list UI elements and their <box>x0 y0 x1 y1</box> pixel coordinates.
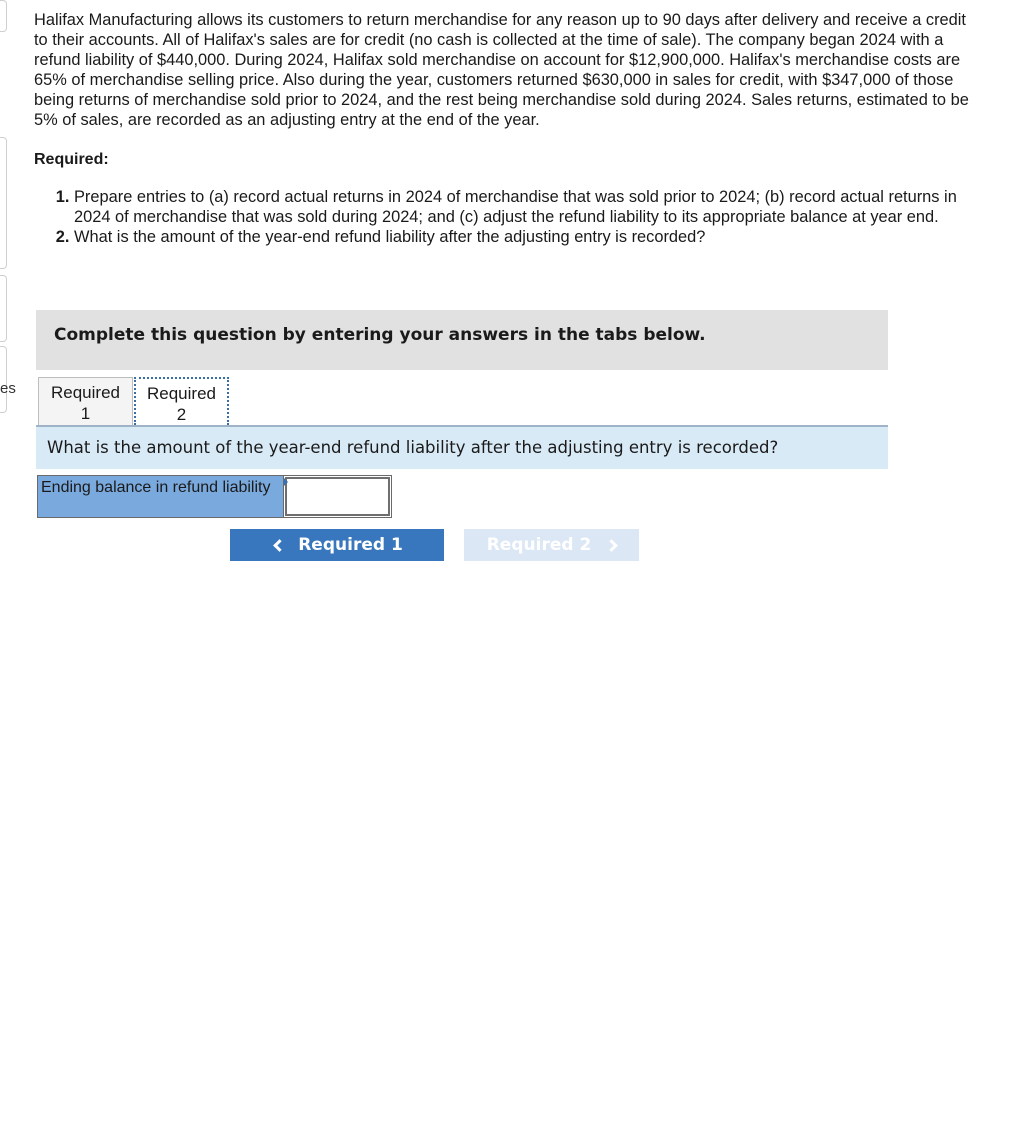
side-panel-fragment: es <box>0 380 16 397</box>
chevron-left-icon <box>273 539 286 552</box>
next-required-button[interactable] <box>464 529 639 561</box>
chevron-right-icon <box>605 539 618 552</box>
answer-row <box>37 475 392 518</box>
left-edge-tab <box>0 137 7 269</box>
required-heading: Required: <box>34 151 109 168</box>
requirement-item: 2. What is the amount of the year-end refund liability after the adjusting entry is recorded? <box>74 227 974 247</box>
tab-required-1[interactable] <box>38 377 133 425</box>
left-edge-tab <box>0 275 7 342</box>
question-bar <box>36 427 888 469</box>
prev-button-label: Required 1 <box>298 535 403 555</box>
tab-label-line1: Required <box>51 383 120 402</box>
problem-content <box>34 10 974 247</box>
requirement-item: 1. Prepare entries to (a) record actual returns in 2024 of merchandise that was sold prior to 2024; (b) record actual returns in 2024 of merchandise that was sold during 2024; and (c) adjust the refund liability to its appropriate balance at year end. <box>74 187 974 227</box>
ending-balance-input[interactable] <box>285 477 390 516</box>
requirements-list <box>34 187 974 247</box>
next-button-label: Required 2 <box>486 535 592 555</box>
answer-label: Ending balance in refund liability <box>37 475 284 518</box>
tab-label-line1: Required <box>147 384 216 403</box>
tab-required-2[interactable] <box>134 377 229 425</box>
tab-label-line2: 1 <box>80 404 91 423</box>
left-edge-tab <box>0 0 7 32</box>
instruction-text: Complete this question by entering your answers in the tabs below. <box>54 325 706 345</box>
answer-cell <box>284 475 392 518</box>
prev-required-button[interactable] <box>230 529 444 561</box>
problem-intro: Halifax Manufacturing allows its customers to return merchandise for any reason up to 90 days after delivery and receive a credit to their accounts. All of Halifax's sales are for credit (no cash is collected at the time of sale). The company began 2024 with a refund liability of $440,000. During 2024, Halifax sold merchandise on account for $12,900,000. Halifax's merchandise costs are 65% of merchandise selling price. Also during the year, customers returned $630,000 in sales for credit, with $347,000 of those being returns of merchandise sold prior to 2024, and the rest being merchandise sold during 2024. Sales returns, estimated to be 5% of sales, are recorded as an adjusting entry at the end of the year. <box>34 11 969 129</box>
question-text: What is the amount of the year-end refund liability after the adjusting entry is recorded? <box>47 438 779 457</box>
tab-bar <box>38 377 229 427</box>
tab-label-line2: 2 <box>176 405 187 424</box>
instruction-banner <box>36 310 888 370</box>
